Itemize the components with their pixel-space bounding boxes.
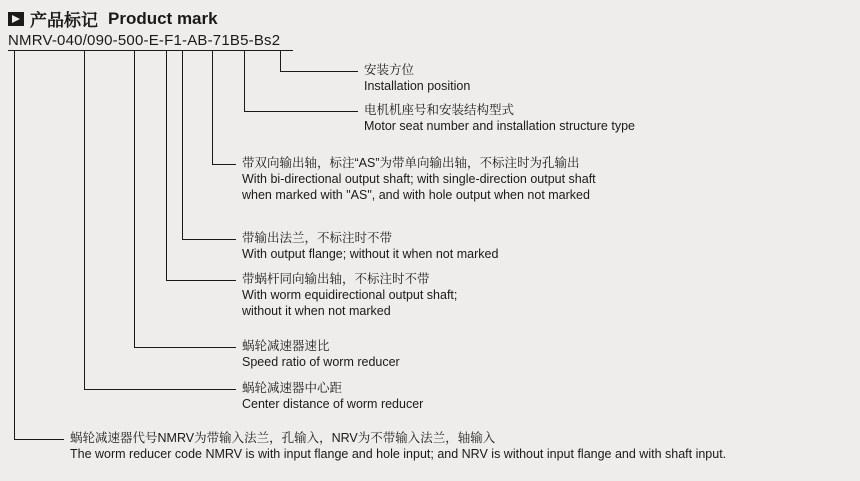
annotation-worm-equidirectional-shaft <box>242 271 457 319</box>
annotation-worm-reducer-code <box>70 430 726 462</box>
annotation-worm-equidirectional-shaft-cn: 带蜗杆同向输出轴，不标注时不带 <box>242 272 430 286</box>
leader-h-motor-seat-number <box>244 111 358 112</box>
annotation-center-distance-en: Center distance of worm reducer <box>242 397 424 411</box>
annotation-worm-reducer-code-cn: 蜗轮减速器代号NMRV为带输入法兰，孔输入，NRV为不带输入法兰，轴输入 <box>70 431 496 445</box>
annotation-speed-ratio-en: Speed ratio of worm reducer <box>242 355 400 369</box>
leader-h-center-distance <box>84 389 236 390</box>
leader-h-installation-position <box>280 71 358 72</box>
annotation-motor-seat-number-en: Motor seat number and installation structure type <box>364 119 635 133</box>
annotation-output-flange-en: With output flange; without it when not marked <box>242 247 499 261</box>
leader-v-center-distance <box>84 50 85 390</box>
leader-v-output-flange <box>182 50 183 240</box>
annotation-bidirectional-shaft <box>242 155 596 203</box>
page-title-en: Product mark <box>108 8 218 28</box>
annotation-motor-seat-number <box>364 102 635 134</box>
leader-h-worm-equidirectional-shaft <box>166 280 236 281</box>
leader-h-speed-ratio <box>134 347 236 348</box>
annotation-installation-position-en: Installation position <box>364 79 471 93</box>
play-triangle-icon <box>8 12 24 26</box>
annotation-speed-ratio <box>242 338 400 370</box>
annotation-bidirectional-shaft-en-line1: With bi-directional output shaft; with single-direction output shaft <box>242 172 596 186</box>
leader-h-bidirectional-shaft <box>212 164 236 165</box>
annotation-motor-seat-number-cn: 电机机座号和安装结构型式 <box>364 103 515 117</box>
annotation-worm-equidirectional-shaft-en-line1: With worm equidirectional output shaft; <box>242 288 458 302</box>
annotation-output-flange-cn: 带输出法兰，不标注时不带 <box>242 231 393 245</box>
section-header <box>8 6 218 31</box>
annotation-worm-reducer-code-en: The worm reducer code NMRV is with input flange and hole input; and NRV is without input flange and with shaft input. <box>70 447 727 461</box>
annotation-bidirectional-shaft-en-line2: when marked with "AS", and with hole output when not marked <box>242 188 590 202</box>
leader-h-worm-reducer-code <box>14 439 64 440</box>
page-title-cn: 产品标记 <box>30 11 98 30</box>
product-code-underline <box>8 50 293 51</box>
annotation-worm-equidirectional-shaft-en-line2: without it when not marked <box>242 304 391 318</box>
leader-v-motor-seat-number <box>244 50 245 112</box>
product-code: NMRV-040/090-500-E-F1-AB-71B5-Bs2 <box>8 32 281 49</box>
leader-v-bidirectional-shaft <box>212 50 213 165</box>
leader-h-output-flange <box>182 239 236 240</box>
annotation-center-distance-cn: 蜗轮减速器中心距 <box>242 381 343 395</box>
leader-v-installation-position <box>280 50 281 72</box>
annotation-installation-position-cn: 安装方位 <box>364 63 415 77</box>
annotation-bidirectional-shaft-cn: 带双向输出轴，标注“AS”为带单向输出轴，不标注时为孔输出 <box>242 156 580 170</box>
leader-v-worm-reducer-code <box>14 50 15 440</box>
annotation-installation-position <box>364 62 470 94</box>
leader-v-speed-ratio <box>134 50 135 348</box>
leader-v-worm-equidirectional-shaft <box>166 50 167 281</box>
annotation-center-distance <box>242 380 423 412</box>
annotation-output-flange <box>242 230 498 262</box>
annotation-speed-ratio-cn: 蜗轮减速器速比 <box>242 339 330 353</box>
